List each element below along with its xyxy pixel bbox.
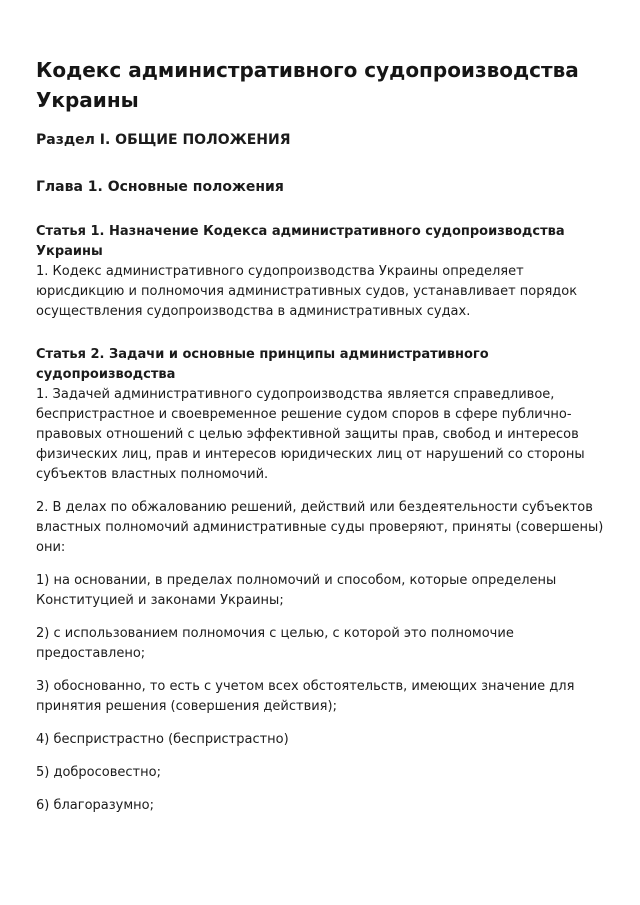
article-2-list-item-1: 1) на основании, в пределах полномочий и способом, которые определены Конституцией и законами Украины; [36, 573, 557, 608]
article-2-list-item-4: 4) беспристрастно (беспристрастно) [36, 732, 289, 747]
article-2-paragraph-2: 2. В делах по обжалованию решений, действий или бездеятельности субъектов властных полномочий административные суды проверяют, приняты (совершены) они: [36, 500, 604, 555]
article-2-paragraph-1: 1. Задачей административного судопроизводства является справедливое, беспристрастное и своевременное решение судом споров в сфере публично-правовых отношений с целью эффективной защиты прав, свобод и интересов физических лиц, прав и интересов юридических лиц от нарушений со стороны субъектов властных полномочий. [36, 387, 585, 482]
article-1 [36, 222, 604, 322]
article-2-list-item-2: 2) с использованием полномочия с целью, с которой это полномочие предоставлено; [36, 626, 514, 661]
article-2-list-item-5: 5) добросовестно; [36, 765, 161, 780]
chapter-heading: Глава 1. Основные положения [36, 179, 284, 195]
article-1-heading: Статья 1. Назначение Кодекса административного судопроизводства Украины [36, 224, 565, 259]
article-2-heading: Статья 2. Задачи и основные принципы административного судопроизводства [36, 347, 489, 382]
article-1-paragraph-1: 1. Кодекс административного судопроизводства Украины определяет юрисдикцию и полномочия административных судов, устанавливает порядок осуществления судопроизводства в административных судах. [36, 264, 578, 319]
section-heading: Раздел I. ОБЩИЕ ПОЛОЖЕНИЯ [36, 132, 291, 148]
article-2-list-item-6: 6) благоразумно; [36, 798, 155, 813]
document-title: Кодекс административного судопроизводства Украины [36, 58, 579, 112]
article-2 [36, 345, 604, 816]
article-2-list-item-3: 3) обоснованно, то есть с учетом всех обстоятельств, имеющих значение для принятия решения (совершения действия); [36, 679, 575, 714]
